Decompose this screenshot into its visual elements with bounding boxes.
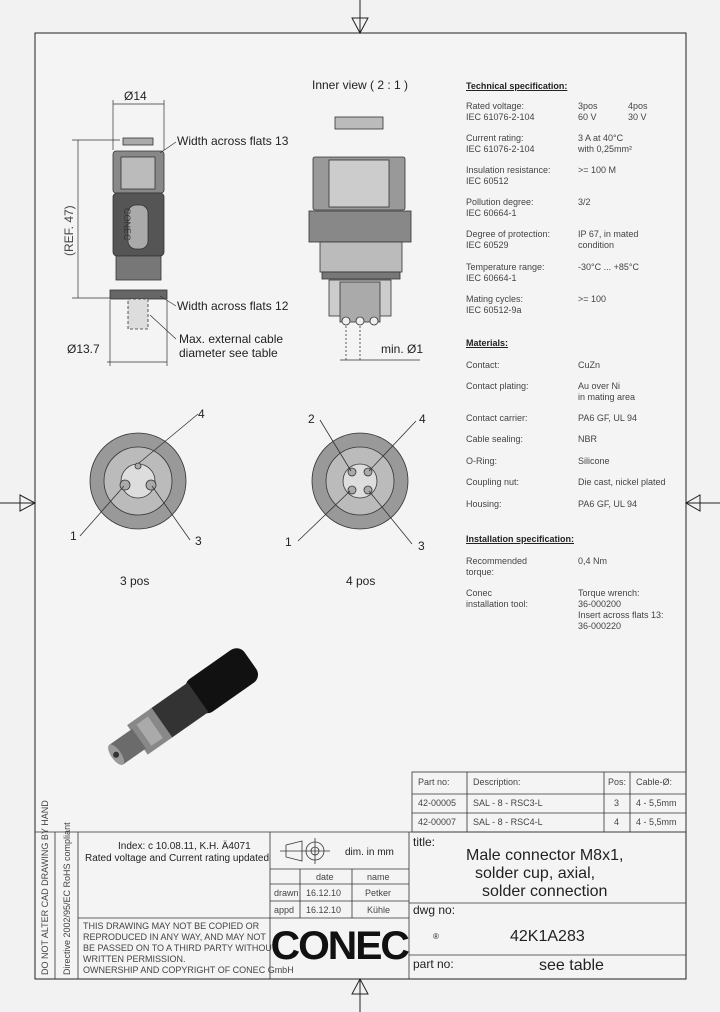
conec-logo: CONEC: [270, 924, 408, 968]
title-line-1: Male connector M8x1,: [466, 847, 624, 864]
tech-row-w2: 30 V: [628, 112, 647, 122]
index-line: Index: c 10.08.11, K.H. Ä4071: [118, 841, 251, 852]
install-tool-value-4: 36-000220: [578, 621, 622, 631]
install-tool-value: Torque wrench:: [578, 588, 640, 598]
dia14-label: Ø14: [124, 89, 147, 103]
install-title: Installation specification:: [466, 534, 575, 544]
material-value: NBR: [578, 434, 598, 444]
material-key: Contact plating:: [466, 381, 529, 391]
pin3-label-3pos: 3: [195, 534, 202, 548]
table-cell: 4 - 5,5mm: [636, 817, 677, 827]
notice-line: THIS DRAWING MAY NOT BE COPIED OR: [83, 921, 260, 931]
pin1-label-4pos: 1: [285, 535, 292, 549]
tech-row-v1: 3/2: [578, 197, 591, 207]
table-cell: 42-00005: [418, 798, 457, 808]
max-cable-label: Max. external cable: [179, 332, 284, 346]
max-cable-label-2: diameter see table: [179, 346, 278, 360]
tech-row-v1: -30°C ... +85°C: [578, 262, 639, 272]
material-value: PA6 GF, UL 94: [578, 499, 638, 509]
tech-row-k2: IEC 61076-2-104: [466, 144, 535, 154]
partno-value: see table: [539, 957, 604, 974]
appd-date: 16.12.10: [306, 905, 342, 915]
side-text-rohs: Directive 2002/95/EC RoHS compliant: [62, 822, 72, 975]
tech-row-k2: IEC 60529: [466, 240, 509, 250]
index-desc: Rated voltage and Current rating updated: [85, 853, 270, 864]
tech-row-k2: IEC 60512-9a: [466, 305, 522, 315]
drawn-name: Petker: [365, 888, 392, 898]
dwg-label: dwg no:: [413, 903, 456, 917]
tech-row-k1: Current rating:: [466, 133, 524, 143]
parts-header-pos: Pos:: [608, 777, 627, 787]
tech-row-w1: 4pos: [628, 101, 648, 111]
engraving-text: CONEC: [122, 208, 132, 241]
tech-row-v1: 3 A at 40°C: [578, 133, 624, 143]
install-tool-value-3: Insert across flats 13:: [578, 610, 664, 620]
material-value: PA6 GF, UL 94: [578, 413, 638, 423]
pin4-label-4pos: 4: [419, 412, 426, 426]
table-cell: SAL - 8 - RSC4-L: [473, 817, 543, 827]
material-value-2: in mating area: [578, 392, 636, 402]
dia137-label: Ø13.7: [67, 342, 100, 356]
table-cell: 3: [614, 798, 620, 808]
tech-row-k1: Insulation resistance:: [466, 165, 551, 175]
pin3-label-4pos: 3: [418, 539, 425, 553]
waf12-label: Width across flats 12: [177, 299, 289, 313]
table-cell: 4: [614, 817, 620, 827]
table-cell: 4 - 5,5mm: [636, 798, 677, 808]
install-torque-key: Recommended: [466, 556, 528, 566]
waf13-label: Width across flats 13: [177, 134, 289, 148]
install-tool-key-2: installation tool:: [466, 599, 529, 609]
pin2-label-4pos: 2: [308, 412, 315, 426]
install-torque-key-2: torque:: [466, 567, 495, 577]
tech-row-k1: Rated voltage:: [466, 101, 525, 111]
title-line-2: solder cup, axial,: [475, 865, 596, 882]
material-key: Housing:: [466, 499, 502, 509]
min1-label: min. Ø1: [381, 342, 424, 356]
title-line-3: solder connection: [482, 883, 608, 900]
pin1-label-3pos: 1: [70, 529, 77, 543]
tech-row-v1: >= 100 M: [578, 165, 617, 175]
registered-mark: ®: [433, 932, 439, 941]
notice-line: BE PASSED ON TO A THIRD PARTY WITHOUT: [83, 943, 278, 953]
col-date: date: [316, 872, 334, 882]
title-label: title:: [413, 835, 436, 849]
material-key: Contact:: [466, 360, 500, 370]
tech-row-k2: IEC 60664-1: [466, 208, 517, 218]
appd-label: appd: [274, 905, 295, 915]
col-name: name: [367, 872, 390, 882]
materials-title: Materials:: [466, 338, 509, 348]
tech-row-v1: 3pos: [578, 101, 598, 111]
table-cell: SAL - 8 - RSC3-L: [473, 798, 543, 808]
tech-row-k2: IEC 60512: [466, 176, 509, 186]
appd-name: Kühle: [367, 905, 391, 915]
material-key: O-Ring:: [466, 456, 498, 466]
side-text-cad: DO NOT ALTER CAD DRAWING BY HAND: [40, 800, 50, 975]
notice-line: REPRODUCED IN ANY WAY, AND MAY NOT: [83, 932, 266, 942]
parts-header-cable: Cable-Ø:: [636, 777, 673, 787]
parts-header-partno: Part no:: [418, 777, 450, 787]
tech-row-v2: with 0,25mm²: [578, 144, 633, 154]
pin4-label-3pos: 4: [198, 407, 205, 421]
install-torque-value: 0,4 Nm: [578, 556, 608, 566]
tech-row-k1: Temperature range:: [466, 262, 545, 272]
notice-line: OWNERSHIP AND COPYRIGHT OF CONEC GmbH: [83, 965, 294, 975]
material-value: CuZn: [578, 360, 601, 370]
pos4-caption: 4 pos: [346, 574, 376, 588]
drawn-label: drawn: [274, 888, 299, 898]
material-value: Die cast, nickel plated: [578, 477, 666, 487]
parts-header-desc: Description:: [473, 777, 521, 787]
inner-view-label: Inner view ( 2 : 1 ): [312, 78, 409, 92]
notice-line: WRITTEN PERMISSION.: [83, 954, 186, 964]
tech-row-v2: 60 V: [578, 112, 597, 122]
tech-row-k2: IEC 60664-1: [466, 273, 517, 283]
material-value: Silicone: [578, 456, 610, 466]
dwg-number: 42K1A283: [510, 928, 585, 945]
material-value: Au over Ni: [578, 381, 621, 391]
pos3-caption: 3 pos: [120, 574, 150, 588]
material-key: Coupling nut:: [466, 477, 520, 487]
partno-label: part no:: [413, 957, 454, 971]
tech-row-k2: IEC 61076-2-104: [466, 112, 535, 122]
material-key: Contact carrier:: [466, 413, 528, 423]
table-cell: 42-00007: [418, 817, 457, 827]
install-tool-value-2: 36-000200: [578, 599, 622, 609]
install-tool-key: Conec: [466, 588, 493, 598]
tech-row-v2: condition: [578, 240, 615, 250]
drawn-date: 16.12.10: [306, 888, 342, 898]
tech-row-k1: Mating cycles:: [466, 294, 524, 304]
tech-row-v1: IP 67, in mated: [578, 229, 639, 239]
tech-row-k1: Pollution degree:: [466, 197, 534, 207]
ref47-label: (REF. 47): [62, 205, 76, 256]
tech-row-v1: >= 100: [578, 294, 607, 304]
tech-row-k1: Degree of protection:: [466, 229, 551, 239]
tech-spec-title: Technical specification:: [466, 81, 568, 91]
material-key: Cable sealing:: [466, 434, 524, 444]
dim-unit: dim. in mm: [345, 847, 394, 858]
